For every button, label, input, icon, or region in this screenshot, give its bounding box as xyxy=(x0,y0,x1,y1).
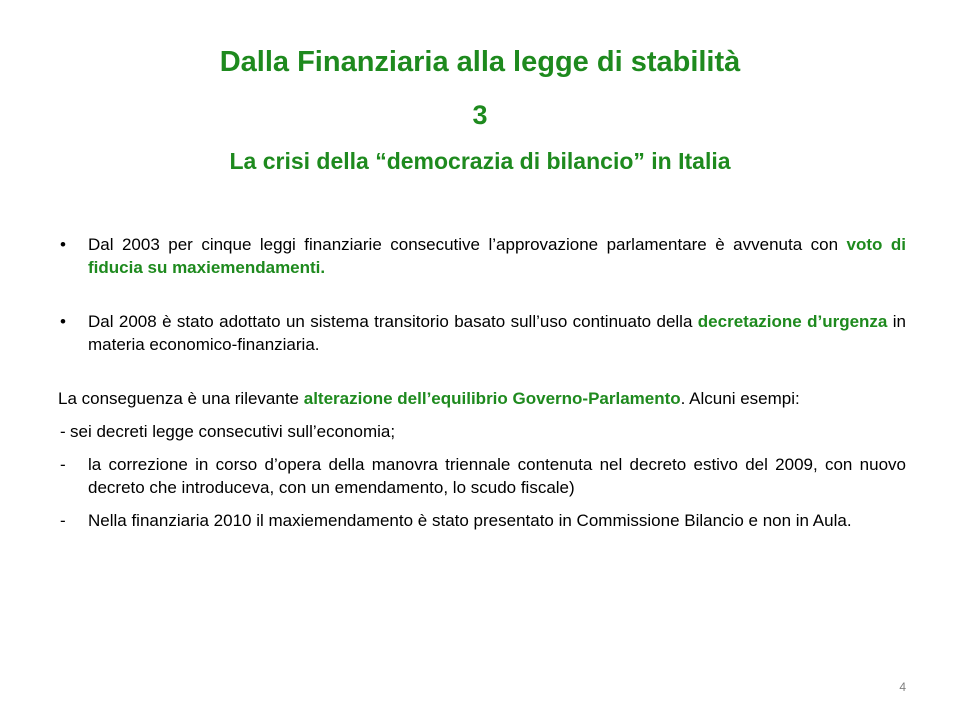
slide-body xyxy=(58,233,906,542)
slide-section-number: 3 xyxy=(472,100,488,130)
slide-title: Dalla Finanziaria alla legge di stabilità xyxy=(219,46,741,78)
dash-icon: - xyxy=(60,455,66,474)
example-item xyxy=(58,509,906,532)
example-text: la correzione in corso d’opera della manovra triennale contenuta nel decreto estivo del 2009, con nuovo decreto che introduceva, con un emendamento, lo scudo fiscale) xyxy=(88,455,906,497)
bullet-highlight: voto di fiducia su maxiemendamenti. xyxy=(88,235,906,277)
lead-highlight: alterazione dell’equilibrio Governo-Parlamento xyxy=(303,389,681,408)
bullet-text: Dal 2008 è stato adottato un sistema transitorio basato sull’uso continuato della xyxy=(88,312,698,331)
bullet-item xyxy=(58,310,906,356)
lead-text: La conseguenza è una rilevante xyxy=(58,389,304,408)
page-number: 4 xyxy=(899,680,906,694)
lead-text-after: . Alcuni esempi: xyxy=(680,389,800,408)
dash-icon: - xyxy=(60,422,66,441)
example-text: sei decreti legge consecutivi sull’economia; xyxy=(70,422,396,441)
bullet-text: Dal 2003 per cinque leggi finanziarie consecutive l’approvazione parlamentare è avvenuta con xyxy=(88,235,847,254)
lead-paragraph xyxy=(58,387,906,410)
example-item xyxy=(58,453,906,499)
bullet-text-after: in materia economico-finanziaria. xyxy=(88,312,906,354)
dash-icon: - xyxy=(60,511,66,530)
example-item xyxy=(58,420,906,443)
bullet-item xyxy=(58,233,906,279)
example-text: Nella finanziaria 2010 il maxiemendamento è stato presentato in Commissione Bilancio e non in Aula. xyxy=(88,511,852,530)
bullet-icon: • xyxy=(60,235,66,254)
bullet-icon: • xyxy=(60,312,66,331)
bullet-highlight: decretazione d’urgenza xyxy=(697,312,888,331)
slide-subtitle: La crisi della “democrazia di bilancio” in Italia xyxy=(229,148,731,174)
